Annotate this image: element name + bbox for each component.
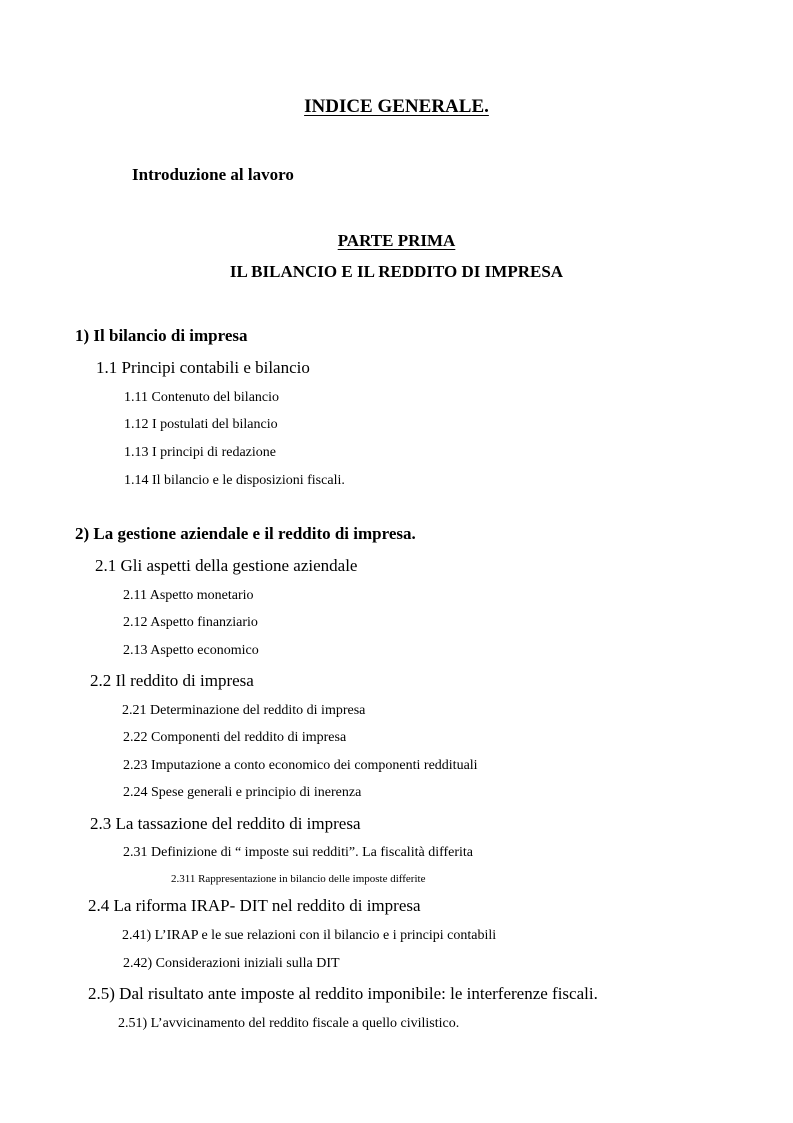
toc-entry: 2.42) Considerazioni iniziali sulla DIT: [123, 956, 340, 971]
toc-entry: 1.12 I postulati del bilancio: [124, 417, 278, 432]
introduction-heading: Introduzione al lavoro: [132, 165, 294, 184]
toc-entry: 2.51) L’avvicinamento del reddito fiscale a quello civilistico.: [118, 1016, 460, 1031]
part-label: PARTE PRIMA: [337, 231, 456, 250]
section-heading: 2.2 Il reddito di impresa: [90, 671, 254, 690]
chapter-heading: 1) Il bilancio di impresa: [75, 326, 248, 345]
toc-entry: 2.22 Componenti del reddito di impresa: [123, 730, 347, 745]
page-title: INDICE GENERALE.: [304, 96, 489, 117]
section-heading: 2.5) Dal risultato ante imposte al reddito imponibile: le interferenze fiscali.: [88, 984, 598, 1003]
toc-subentry: 2.311 Rappresentazione in bilancio delle imposte differite: [171, 873, 426, 885]
toc-entry: 1.14 Il bilancio e le disposizioni fiscali.: [124, 473, 345, 488]
section-heading: 2.4 La riforma IRAP- DIT nel reddito di impresa: [88, 896, 421, 915]
toc-entry: 2.31 Definizione di “ imposte sui redditi”. La fiscalità differita: [123, 845, 474, 860]
part-subtitle: IL BILANCIO E IL REDDITO DI IMPRESA: [229, 262, 564, 281]
toc-entry: 2.11 Aspetto monetario: [123, 588, 254, 603]
toc-entry: 2.23 Imputazione a conto economico dei componenti reddituali: [123, 758, 478, 773]
toc-entry: 2.12 Aspetto finanziario: [123, 615, 258, 630]
section-heading: 1.1 Principi contabili e bilancio: [96, 358, 310, 377]
toc-entry: 1.11 Contenuto del bilancio: [124, 390, 280, 405]
toc-entry: 1.13 I principi di redazione: [124, 445, 277, 460]
section-heading: 2.3 La tassazione del reddito di impresa: [90, 814, 361, 833]
toc-entry: 2.41) L’IRAP e le sue relazioni con il bilancio e i principi contabili: [122, 928, 497, 943]
toc-entry: 2.13 Aspetto economico: [123, 643, 259, 658]
section-heading: 2.1 Gli aspetti della gestione aziendale: [95, 556, 358, 575]
chapter-heading: 2) La gestione aziendale e il reddito di impresa.: [75, 524, 416, 543]
toc-entry: 2.21 Determinazione del reddito di impresa: [122, 703, 366, 718]
toc-entry: 2.24 Spese generali e principio di inerenza: [123, 785, 362, 800]
